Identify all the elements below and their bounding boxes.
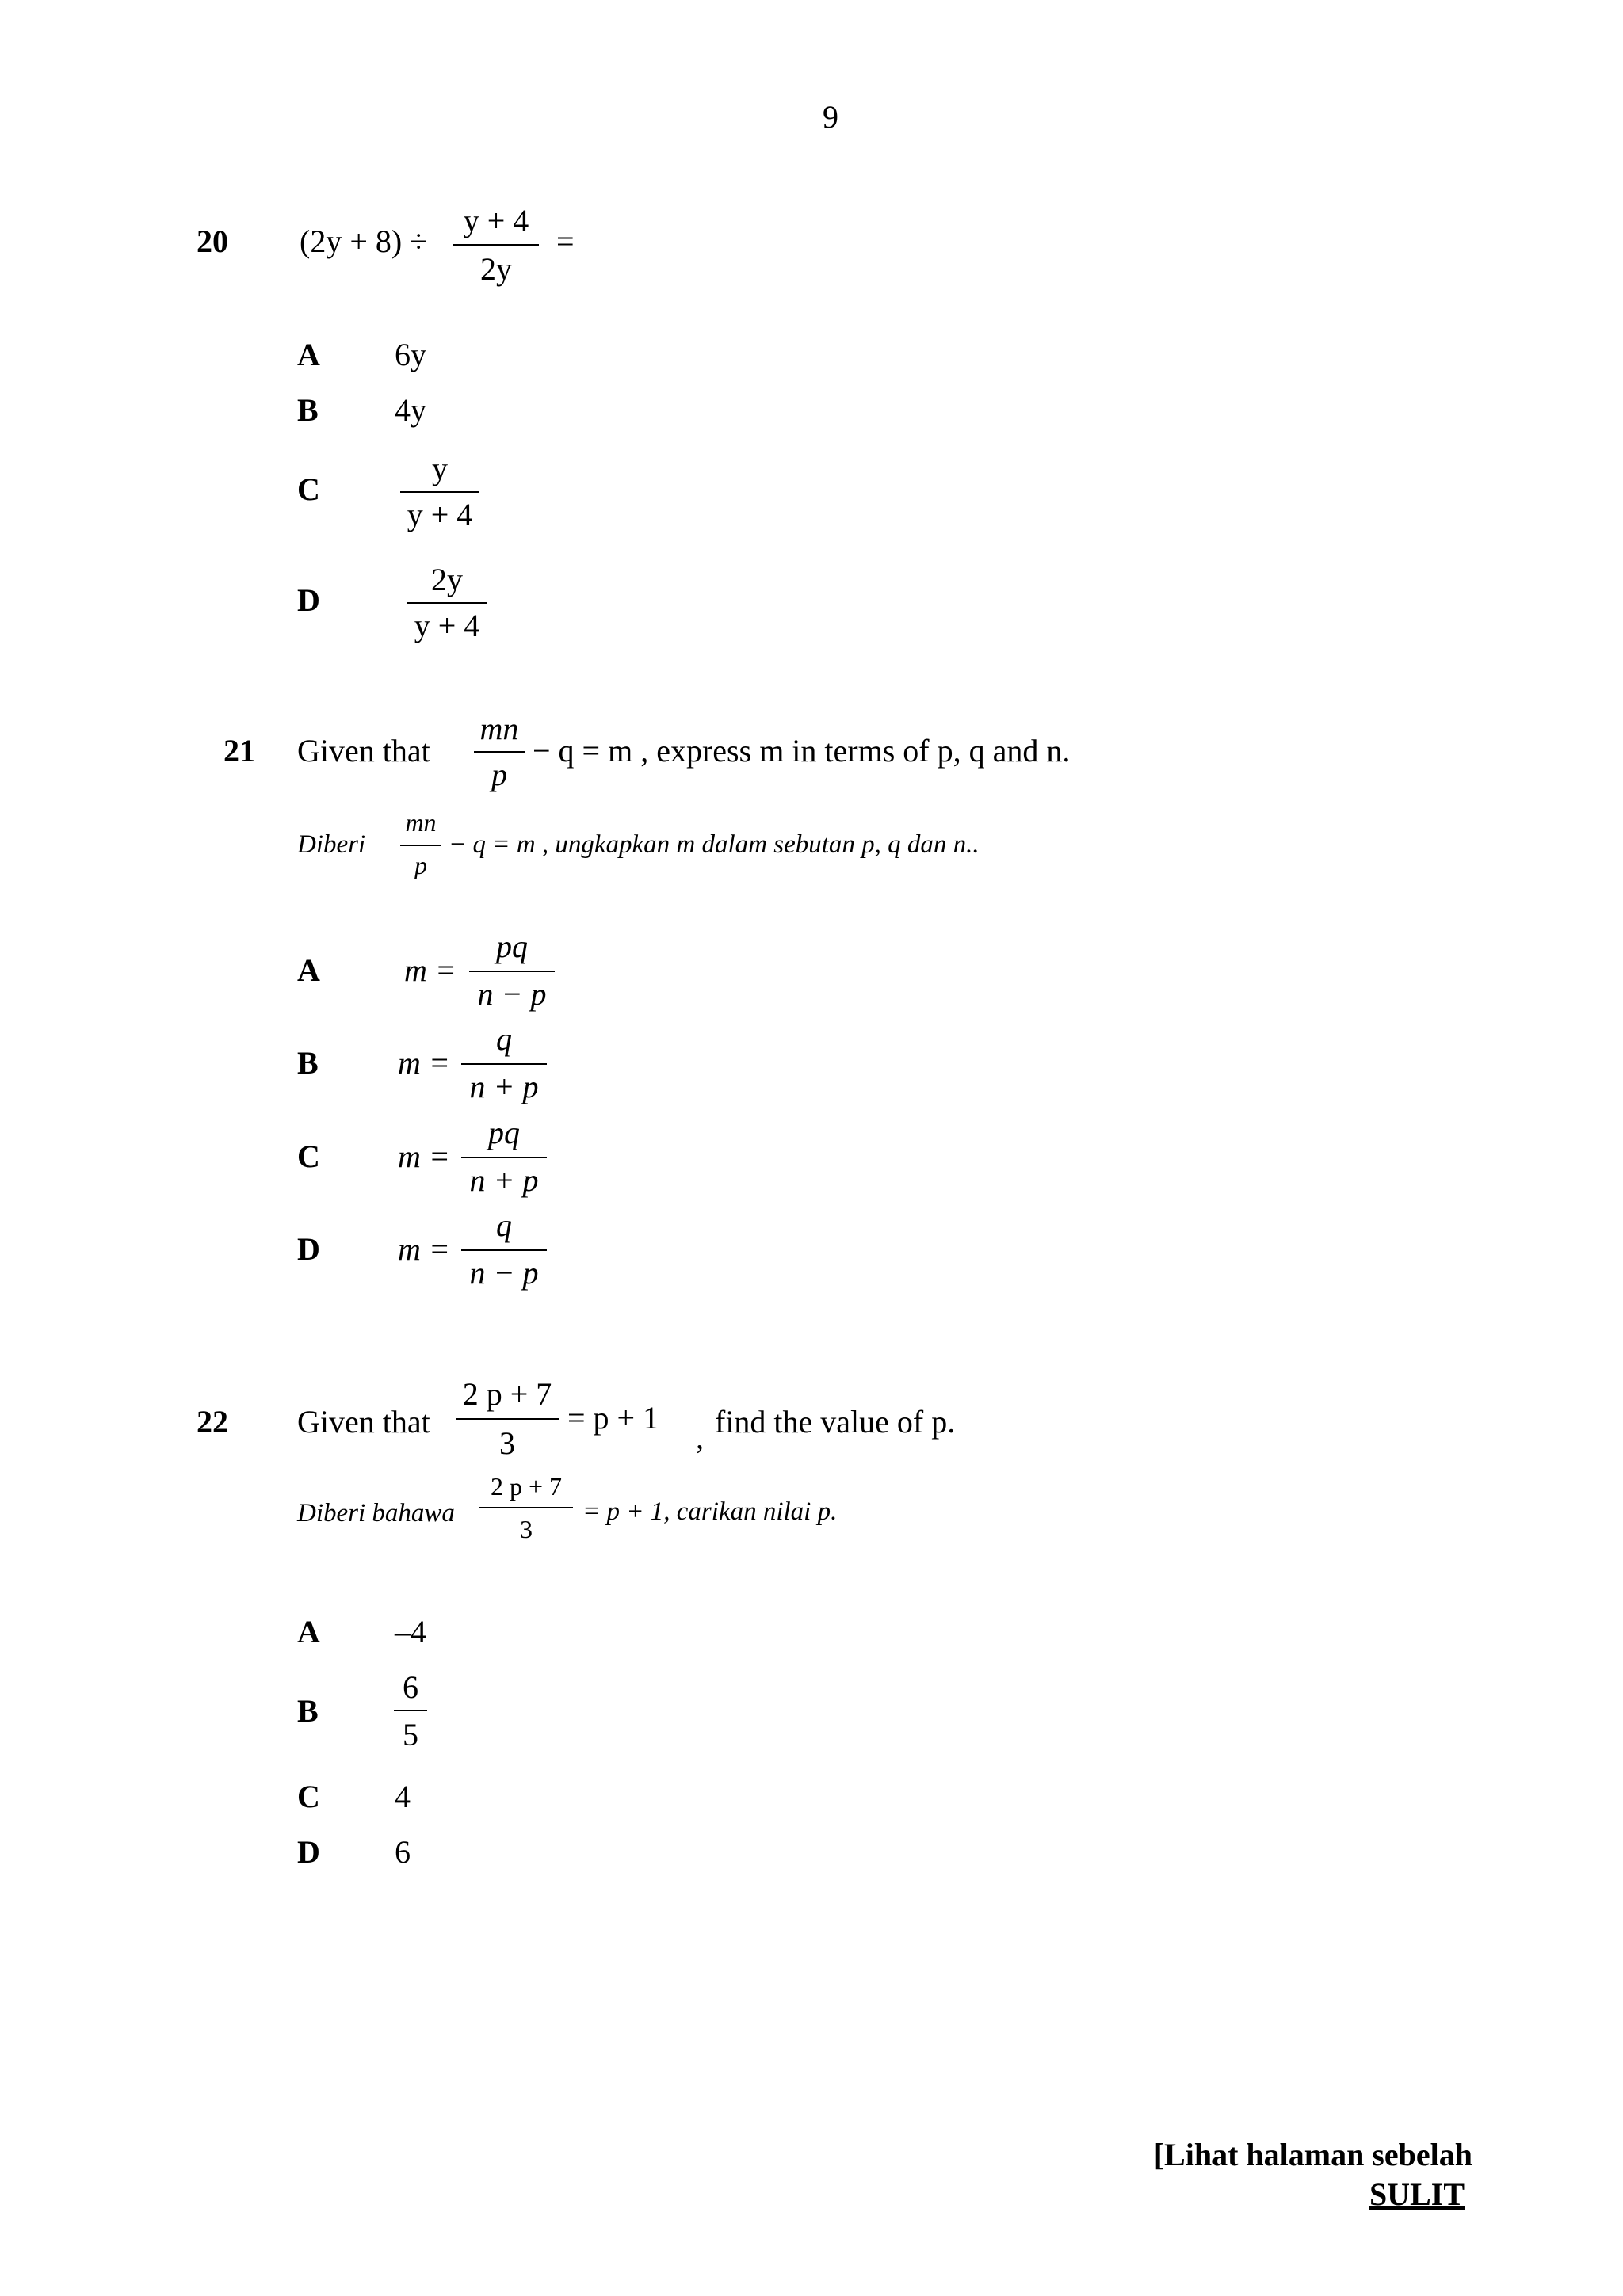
stem-fraction <box>453 202 539 289</box>
question-stem-given: Given that <box>297 1404 430 1440</box>
stem-fraction <box>456 1376 559 1467</box>
option-label: B <box>297 1693 319 1729</box>
comma: , <box>696 1420 704 1455</box>
fraction-bar <box>400 491 479 493</box>
fraction-numerator: mn <box>479 711 519 746</box>
fraction-numerator: q <box>496 1021 512 1057</box>
stem-fraction-malay <box>400 808 441 887</box>
option-fraction <box>461 1021 547 1111</box>
fraction-bar <box>469 971 555 972</box>
page-number: 9 <box>823 99 838 135</box>
question-stem-expression: (2y + 8) ÷ <box>300 223 428 259</box>
classification-label: SULIT <box>1369 2176 1465 2212</box>
fraction-denominator: n + p <box>469 1162 539 1198</box>
fraction-bar <box>453 244 539 246</box>
fraction-bar <box>407 602 487 604</box>
fraction-bar <box>479 1507 573 1508</box>
option-label: B <box>297 1045 319 1081</box>
question-stem-malay-given: Diberi <box>297 830 366 859</box>
fraction-bar <box>394 1710 427 1711</box>
option-fraction <box>469 931 555 1018</box>
fraction-numerator: y + 4 <box>463 203 529 238</box>
fraction-denominator: 3 <box>520 1515 533 1543</box>
fraction-numerator: 6 <box>403 1669 418 1705</box>
option-value: 6 <box>395 1834 411 1870</box>
stem-fraction <box>474 711 525 799</box>
fraction-bar <box>474 751 525 753</box>
fraction-numerator: pq <box>488 1115 520 1150</box>
option-lhs: m = <box>404 952 456 988</box>
question-number: 20 <box>197 223 228 259</box>
fraction-denominator: p <box>414 851 427 879</box>
fraction-bar <box>461 1063 547 1065</box>
fraction-bar <box>461 1249 547 1251</box>
option-value: 4y <box>395 392 426 428</box>
option-fraction <box>407 561 487 648</box>
option-label: C <box>297 1138 320 1174</box>
fraction-denominator: n − p <box>469 1255 539 1291</box>
option-label: B <box>297 392 319 428</box>
option-label: C <box>297 1779 320 1814</box>
question-number: 22 <box>197 1404 228 1440</box>
fraction-bar <box>400 845 441 846</box>
fraction-denominator: 2y <box>480 251 512 287</box>
fraction-numerator: mn <box>405 808 437 837</box>
fraction-bar <box>456 1418 559 1420</box>
fraction-denominator: n + p <box>469 1069 539 1104</box>
question-stem-given: Given that <box>297 733 430 769</box>
option-lhs: m = <box>398 1138 450 1174</box>
fraction-bar <box>461 1157 547 1158</box>
option-label: A <box>297 337 320 372</box>
fraction-numerator: q <box>496 1207 512 1243</box>
option-value: –4 <box>395 1614 426 1650</box>
option-value: 4 <box>395 1779 411 1814</box>
question-stem-text: − q = m , express m in terms of p, q and n. <box>533 733 1071 769</box>
fraction-numerator: y <box>432 451 448 486</box>
option-label: C <box>297 471 320 507</box>
option-label: A <box>297 1614 320 1650</box>
option-label: D <box>297 1231 320 1267</box>
question-stem-text: find the value of p. <box>715 1404 956 1440</box>
option-label: A <box>297 952 320 988</box>
option-fraction <box>461 1207 547 1297</box>
question-number: 21 <box>223 733 255 769</box>
fraction-denominator: y + 4 <box>407 497 473 532</box>
option-lhs: m = <box>398 1231 450 1267</box>
fraction-numerator: pq <box>496 929 528 964</box>
next-page-note-text: [Lihat halaman sebelah <box>1153 2137 1472 2172</box>
option-fraction <box>461 1117 547 1204</box>
question-stem-malay-text: − q = m , ungkapkan m dalam sebutan p, q dan n.. <box>449 830 980 859</box>
question-stem-malay-given: Diberi bahawa <box>297 1499 455 1527</box>
option-label: D <box>297 582 320 618</box>
option-fraction <box>400 450 479 537</box>
option-fraction <box>394 1670 427 1757</box>
fraction-denominator: y + 4 <box>414 608 480 643</box>
next-page-note <box>1154 2139 1472 2171</box>
question-stem-malay-text: = p + 1, carikan nilai p. <box>582 1497 838 1526</box>
fraction-denominator: n − p <box>477 976 547 1012</box>
option-label: D <box>297 1834 320 1870</box>
fraction-numerator: 2y <box>431 562 463 597</box>
fraction-denominator: 3 <box>499 1425 515 1461</box>
question-stem-equation: = p + 1 <box>567 1400 659 1436</box>
fraction-denominator: 5 <box>403 1717 418 1753</box>
option-value: 6y <box>395 337 426 372</box>
stem-fraction-malay <box>479 1472 573 1551</box>
fraction-denominator: p <box>491 757 507 792</box>
fraction-numerator: 2 p + 7 <box>462 1376 552 1412</box>
equals-sign: = <box>556 223 575 259</box>
fraction-numerator: 2 p + 7 <box>490 1472 563 1501</box>
option-lhs: m = <box>398 1045 450 1081</box>
